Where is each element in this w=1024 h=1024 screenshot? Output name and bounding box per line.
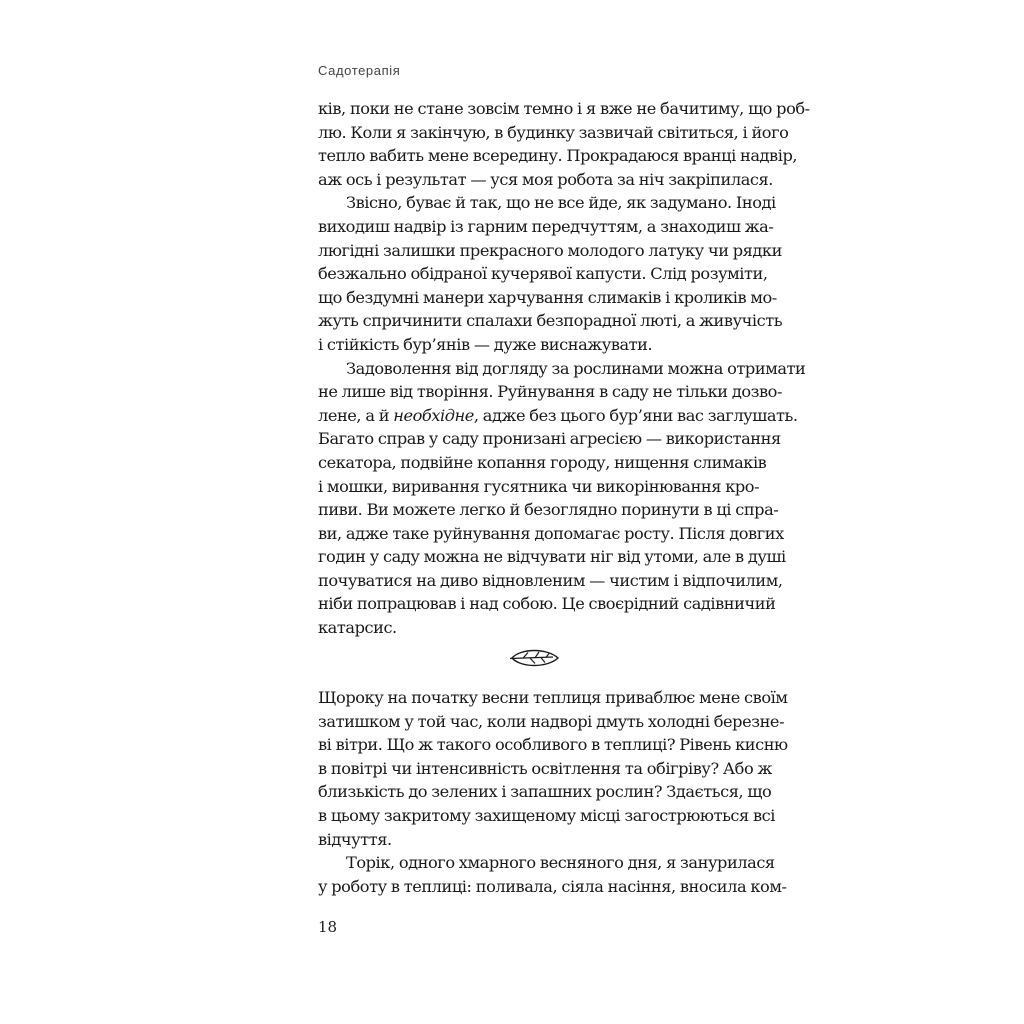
text-block-bottom: [318, 686, 788, 898]
text-line: в цьому закритому захищеному місці загострюються всі: [318, 805, 776, 825]
text-fragment: , адже без цього бур’яни вас заглушать.: [473, 405, 798, 425]
text-line: у роботу в теплиці: поливала, сіяла насіння, вносила ком-: [318, 876, 787, 896]
text-line: лю. Коли я закінчую, в будинку зазвичай світиться, і його: [318, 122, 789, 142]
text-line: затишком у той час, коли надворі дмуть холодні березне-: [318, 711, 785, 731]
text-line: близькість до зелених і запашних рослин? Здається, що: [318, 782, 772, 802]
text-line: Задоволення від догляду за рослинами можна отримати: [346, 358, 806, 378]
text-line: ків, поки не стане зовсім темно і я вже не бачитиму, що роб-: [318, 99, 810, 118]
page-number: 18: [318, 918, 338, 936]
text-fragment: лене, а й: [318, 405, 394, 425]
text-line: люгідні залишки прекрасного молодого латуку чи рядки: [318, 240, 782, 260]
text-line: відчуття.: [318, 829, 392, 849]
emphasized-word: необхідне: [393, 405, 474, 425]
text-line: почуватися на диво відновленим — чистим і відпочилим,: [318, 570, 783, 590]
text-line: аж ось і результат — уся моя робота за ніч закріпилася.: [318, 169, 773, 189]
text-line: ві вітри. Що ж такого особливого в теплиці? Рівень кисню: [318, 735, 788, 755]
text-line: секатора, подвійне копання городу, нищення слимаків: [318, 452, 767, 472]
leaf-icon: [509, 646, 561, 670]
text-line: безжально обідраної кучерявої капусти. Слід розуміти,: [318, 264, 768, 284]
text-line: катарсис.: [318, 618, 397, 638]
text-line: годин у саду можна не відчувати ніг від утоми, але в душі: [318, 547, 786, 567]
running-head: Садотерапія: [318, 63, 401, 78]
text-line: не лише від творіння. Руйнування в саду не тільки дозво-: [318, 382, 782, 402]
text-line: пиви. Ви можете легко й безоглядно поринути в ці спра-: [318, 500, 779, 520]
text-line-with-emphasis: [318, 404, 798, 428]
text-line: Щороку на початку весни теплиця приваблює мене своїм: [318, 688, 788, 707]
text-line: Звісно, буває й так, що не все йде, як задумано. Іноді: [346, 193, 776, 213]
text-line: жуть спричинити спалахи безпорадної люті, а живучість: [318, 311, 783, 331]
text-line: ніби попрацював і над собою. Це своєрідний садівничий: [318, 594, 776, 614]
text-line: Торік, одного хмарного весняного дня, я занурилася: [346, 853, 775, 873]
text-line: що бездумні манери харчування слимаків і кроликів мо-: [318, 287, 777, 307]
text-line: тепло вабить мене всередину. Прокрадаюся вранці надвір,: [318, 146, 798, 166]
text-line: і стійкість бур’янів — дуже виснажувати.: [318, 334, 653, 354]
text-line: Багато справ у саду пронизані агресією — використання: [318, 429, 781, 449]
text-line: ви, адже таке руйнування допомагає росту. Після довгих: [318, 523, 784, 543]
text-line: і мошки, виривання гусятника чи викорінювання кро-: [318, 476, 760, 496]
text-line: в повітрі чи інтенсивність освітлення та обігріву? Або ж: [318, 758, 772, 778]
text-block-top: [318, 97, 810, 640]
text-line: виходиш надвір із гарним передчуттям, а знаходиш жа-: [318, 216, 774, 236]
